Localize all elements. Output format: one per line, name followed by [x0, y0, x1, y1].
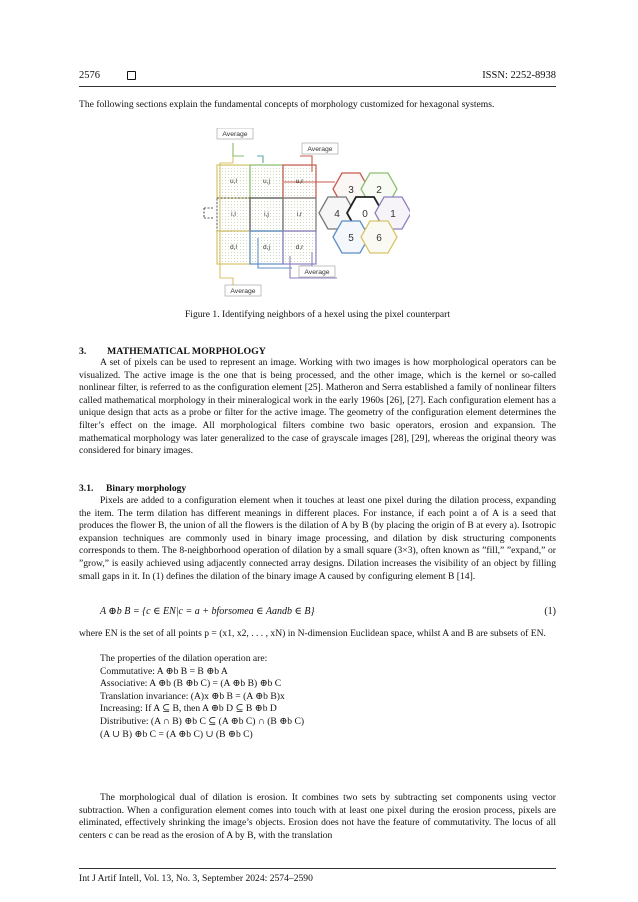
hex-label: 6 [376, 233, 382, 244]
header-rule [79, 86, 556, 87]
grid-cell-label: i,j [264, 211, 269, 218]
hex-label: 0 [362, 209, 368, 220]
average-label: Average [304, 269, 330, 276]
property-item: Distributive: (A ∩ B) ⊕b C ⊆ (A ⊕b C) ∩ (B ⊕b C) [100, 715, 305, 727]
hex-label: 3 [348, 185, 354, 196]
intro-paragraph: The following sections explain the fundamental concepts of morphology customized for hexagonal systems. [79, 99, 495, 110]
grid-cell-label: i,r [296, 211, 303, 218]
equation-number: (1) [544, 606, 556, 617]
hex-label: 4 [334, 209, 340, 220]
subsection-number: 3.1. [79, 483, 94, 494]
properties-list [100, 653, 304, 741]
grid-cell-label: i,l [231, 211, 236, 218]
grid-cell-label: u,r [295, 178, 304, 185]
grid-cell-label: u,j [263, 178, 270, 185]
properties-intro: The properties of the dilation operation are: [100, 653, 268, 664]
equation-text: A ⊕b B = {c ∈ EN|c = a + bforsomea ∈ Aandb ∈ B} [100, 606, 315, 617]
property-item: (A ∪ B) ⊕b C = (A ⊕b C) ∪ (B ⊕b C) [100, 728, 253, 740]
property-item: Commutative: A ⊕b B = B ⊕b A [100, 665, 228, 677]
grid-cell-label: d,l [230, 244, 237, 251]
section-number: 3. [79, 346, 87, 357]
hex-label: 1 [390, 209, 396, 220]
journal-square-icon [127, 71, 136, 80]
property-item: Associative: A ⊕b (B ⊕b C) = (A ⊕b B) ⊕b C [100, 678, 282, 690]
figure-1 [200, 128, 410, 300]
section-title: MATHEMATICAL MORPHOLOGY [107, 346, 266, 357]
hex-label: 2 [376, 185, 382, 196]
running-footer: Int J Artif Intell, Vol. 13, No. 3, September 2024: 2574–2590 [79, 873, 313, 884]
connector-left [204, 208, 214, 218]
grid-cell-label: d,j [263, 244, 270, 251]
subsection-heading [79, 483, 186, 494]
average-label: Average [222, 131, 248, 138]
section-heading [79, 346, 266, 357]
section-3-1-paragraph: Pixels are added to a configuration element when it touches at least one pixel during the dilation process, expanding the item. The term dilation has different meanings in different places. For instance, if each point a of A is a seed that produces the flower B, the union of all the flowers is the dilation of A by B (by placing the origin of B at every a). Isotropic expansion techniques are commonly used in binary image processing, and dilation by disk structuring components corresponds to them. The 8-neighborhood operation of dilation by a small square (3×3), often known as ”fill,” ”expand,” or ”grow,” is easily achieved using adjacently connected array designs. Dilation increases the visibility of an object by filling small gaps in it. In (1) defines the dilation of the binary image A caused by configuring element B [14]. [79, 495, 556, 582]
erosion-paragraph: The morphological dual of dilation is erosion. It combines two sets by subtracting set components using vector subtraction. When a configuration element comes into touch with at least one pixel during the erosion process, pixels are eliminated, effectively shrinking the image’s objects. Erosion does not have the feature of commutativity. The locus of all centers c can be read as the erosion of A by B, with the translation [79, 792, 556, 841]
grid-cell-label: u,l [230, 178, 237, 185]
footer-rule [79, 868, 556, 869]
property-item: Translation invariance: (A)x ⊕b B = (A ⊕b B)x [100, 690, 285, 702]
connector-green [233, 143, 244, 156]
subsection-title: Binary morphology [106, 483, 187, 494]
equation-1 [100, 606, 556, 617]
page-number: 2576 [79, 70, 100, 81]
running-header [79, 70, 556, 84]
property-item: Increasing: If A ⊆ B, then A ⊕b D ⊆ B ⊕b D [100, 703, 277, 715]
grid-cell-label: d,r [295, 244, 304, 251]
section-3-paragraph: A set of pixels can be used to represent an image. Working with two images is how morphological operators can be visualized. The active image is the one that is being processed, and the other image, which is the kernel or so-called nonlinear filter, is referred to as the configuration element [25]. Matheron and Serra established a family of nonlinear filters called mathematical morphology in their mineralogical work in the early 1960s [26], [27]. Each configuration element has a unique design that acts as a probe or filter for the active image. The geometry of the configuration element determines the filter’s effect on the image. All morphological filters combine two basic operators, erosion and expansion. The mathematical morphology was later generalized to the case of grayscale images [28], [29], whereas the original theory was considered for binary images. [79, 357, 556, 457]
average-label: Average [307, 146, 333, 153]
figure-caption: Figure 1. Identifying neighbors of a hexel using the pixel counterpart [184, 309, 451, 320]
connector-teal [257, 156, 263, 163]
average-label: Average [230, 288, 256, 295]
where-paragraph: where EN is the set of all points p = (x1, x2, . . . , xN) in N-dimension Euclidean space, whilst A and B are subsets of EN. [79, 628, 546, 639]
issn: ISSN: 2252-8938 [482, 70, 556, 81]
hex-label: 5 [348, 233, 354, 244]
